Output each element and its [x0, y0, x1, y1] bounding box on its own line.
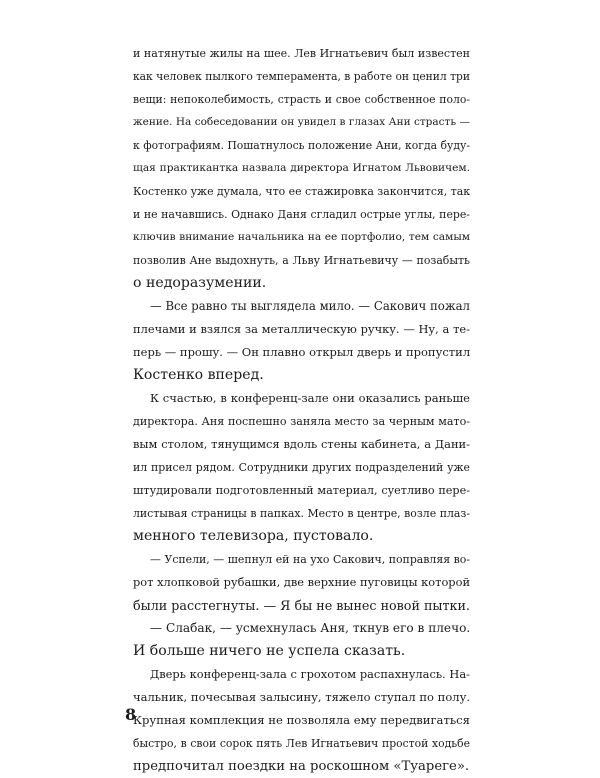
text-line: и не начавшись. Однако Даня сгладил острые углы, пере-	[133, 208, 470, 221]
text-line: Крупная комплекция не позволяла ему передвигаться	[133, 713, 470, 727]
paragraph	[133, 387, 470, 548]
text-line: чальник, почесывая залысину, тяжело ступал по полу.	[133, 690, 470, 704]
text-line: предпочитал поездки на роскошном «Туареге».	[133, 759, 470, 774]
paragraph	[133, 42, 470, 295]
text-line: Костенко уже думала, что ее стажировка закончится, так	[133, 185, 471, 198]
text-line: вым столом, тянущимся вдоль стены кабинета, а Дани-	[133, 437, 470, 451]
text-line: ил присел рядом. Сотрудники других подразделений уже	[133, 461, 470, 474]
text-line: — Все равно ты выглядела мило. — Сакович пожал	[150, 299, 470, 313]
text-line: Дверь конференц-зала с грохотом распахнулась. На-	[150, 667, 470, 681]
text-line: директора. Аня поспешно заняла место за черным мато-	[133, 415, 470, 428]
text-line: листывая страницы в папках. Место в центре, возле плаз-	[133, 507, 470, 520]
text-line: жение. На собеседовании он увидел в глазах Ани страсть —	[133, 116, 470, 128]
body-text	[133, 42, 470, 778]
text-line: были расстегнуты. — Я бы не вынес новой пытки.	[133, 598, 470, 613]
text-line: и натянутые жилы на шее. Лев Игнатьевич был известен	[133, 47, 470, 60]
text-line: — Слабак, — усмехнулась Аня, ткнув его в плечо.	[150, 621, 471, 635]
text-line: И больше ничего не успела сказать.	[133, 643, 406, 659]
text-line: ключив внимание начальника на ее портфолио, тем самым	[133, 231, 470, 243]
text-line: быстро, в свои сорок пять Лев Игнатьевич простой ходьбе	[133, 737, 470, 750]
text-line: как человек пылкого темперамента, в работе он ценил три	[133, 70, 470, 83]
text-line: к фотографиям. Пошатнулось положение Ани, когда буду-	[133, 139, 470, 152]
text-line: щая практикантка назвала директора Игнатом Львовичем.	[133, 162, 470, 174]
paragraph	[133, 295, 470, 387]
paragraph	[133, 663, 470, 778]
text-line: плечами и взялся за металлическую ручку. — Ну, а те-	[133, 322, 470, 336]
text-line: рот хлопковой рубашки, две верхние пуговицы которой	[133, 575, 471, 589]
text-line: вещи: непоколебимость, страсть и свое собственное поло-	[133, 93, 470, 106]
text-line: менного телевизора, пустовало.	[133, 528, 374, 544]
text-line: о недоразумении.	[133, 275, 267, 291]
paragraph	[133, 548, 470, 617]
text-line: — Успели, — шепнул ей на ухо Сакович, поправляя во-	[150, 553, 470, 566]
page-number: 8	[125, 705, 137, 724]
text-line: К счастью, в конференц-зале они оказались раньше	[150, 391, 470, 405]
text-line: перь — прошу. — Он плавно открыл дверь и пропустил	[133, 345, 471, 359]
text-line: штудировали подготовленный материал, суетливо пере-	[133, 484, 470, 497]
paragraph	[133, 617, 470, 663]
text-line: позволив Ане выдохнуть, а Льву Игнатьевичу — позабыть	[133, 254, 470, 267]
text-line: Костенко вперед.	[133, 367, 264, 383]
